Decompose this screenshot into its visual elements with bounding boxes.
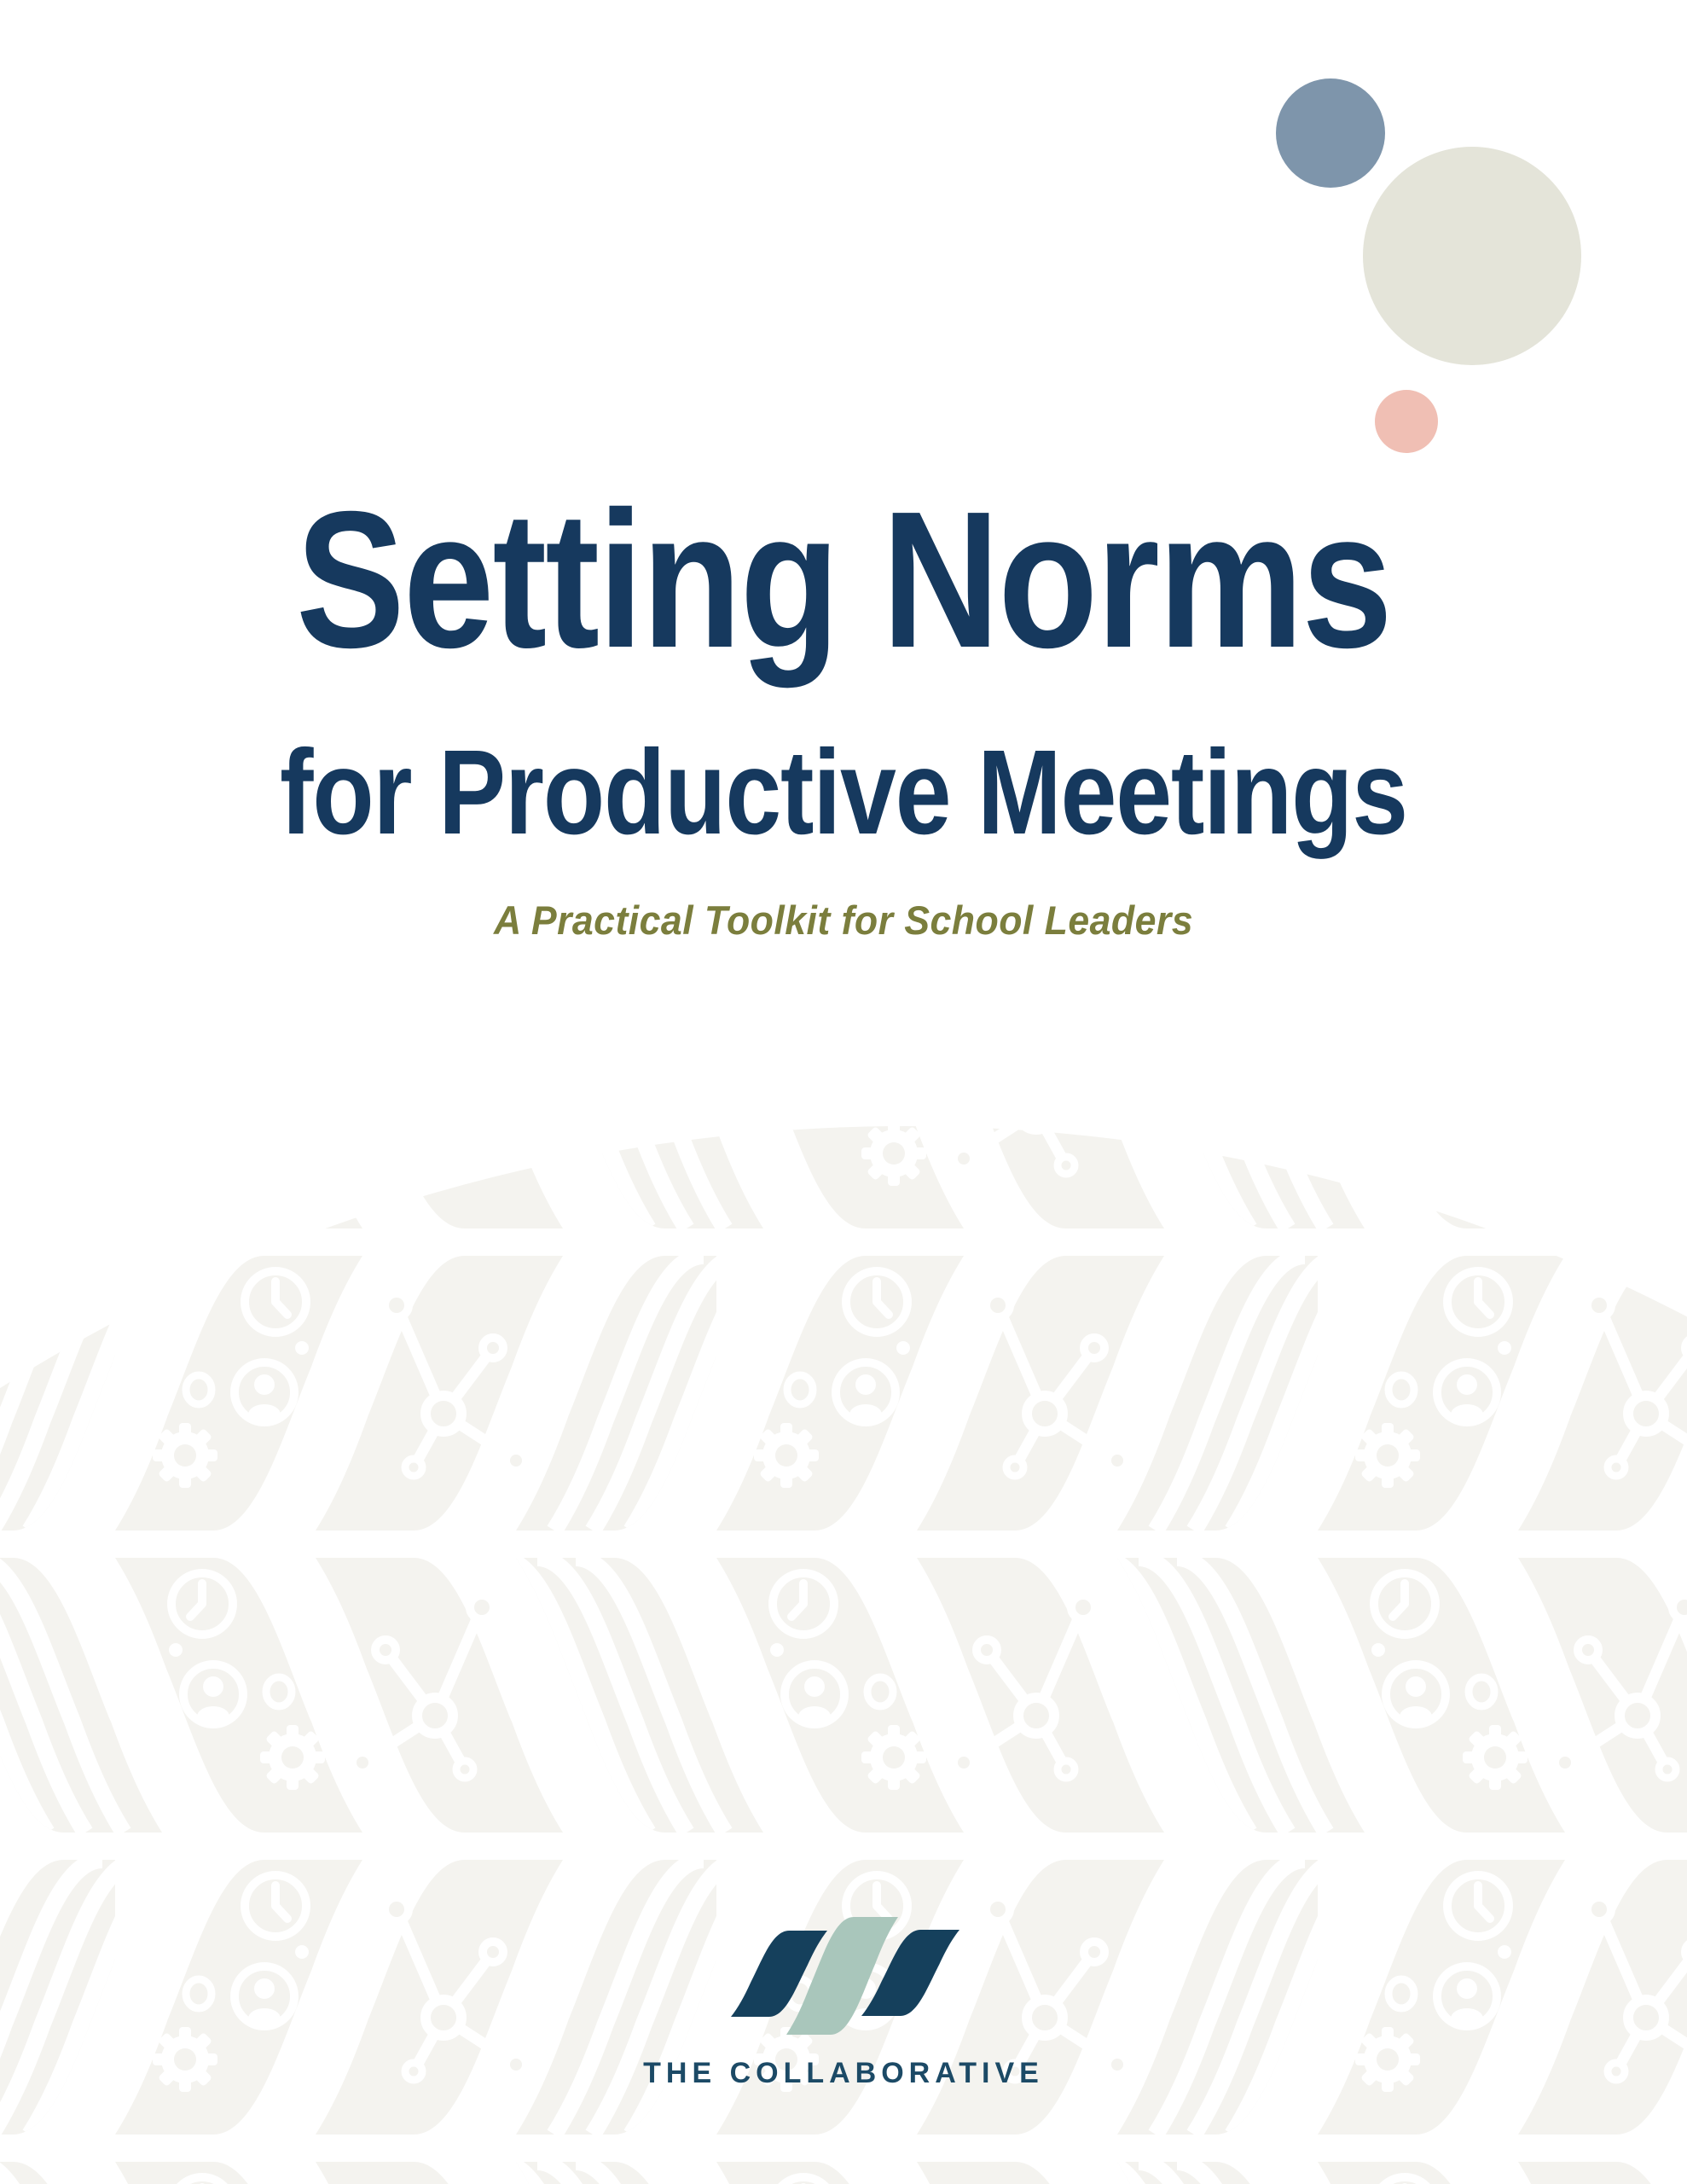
page-title-line1: Setting Norms	[296, 472, 1391, 688]
blue-circle	[1276, 78, 1385, 188]
page-title-line2: for Productive Meetings	[280, 724, 1407, 859]
page-subtitle: A Practical Toolkit for School Leaders	[493, 897, 1194, 943]
beige-circle	[1363, 147, 1581, 365]
pink-circle	[1375, 390, 1438, 453]
brand-wordmark: THE COLLABORATIVE	[643, 2057, 1044, 2089]
